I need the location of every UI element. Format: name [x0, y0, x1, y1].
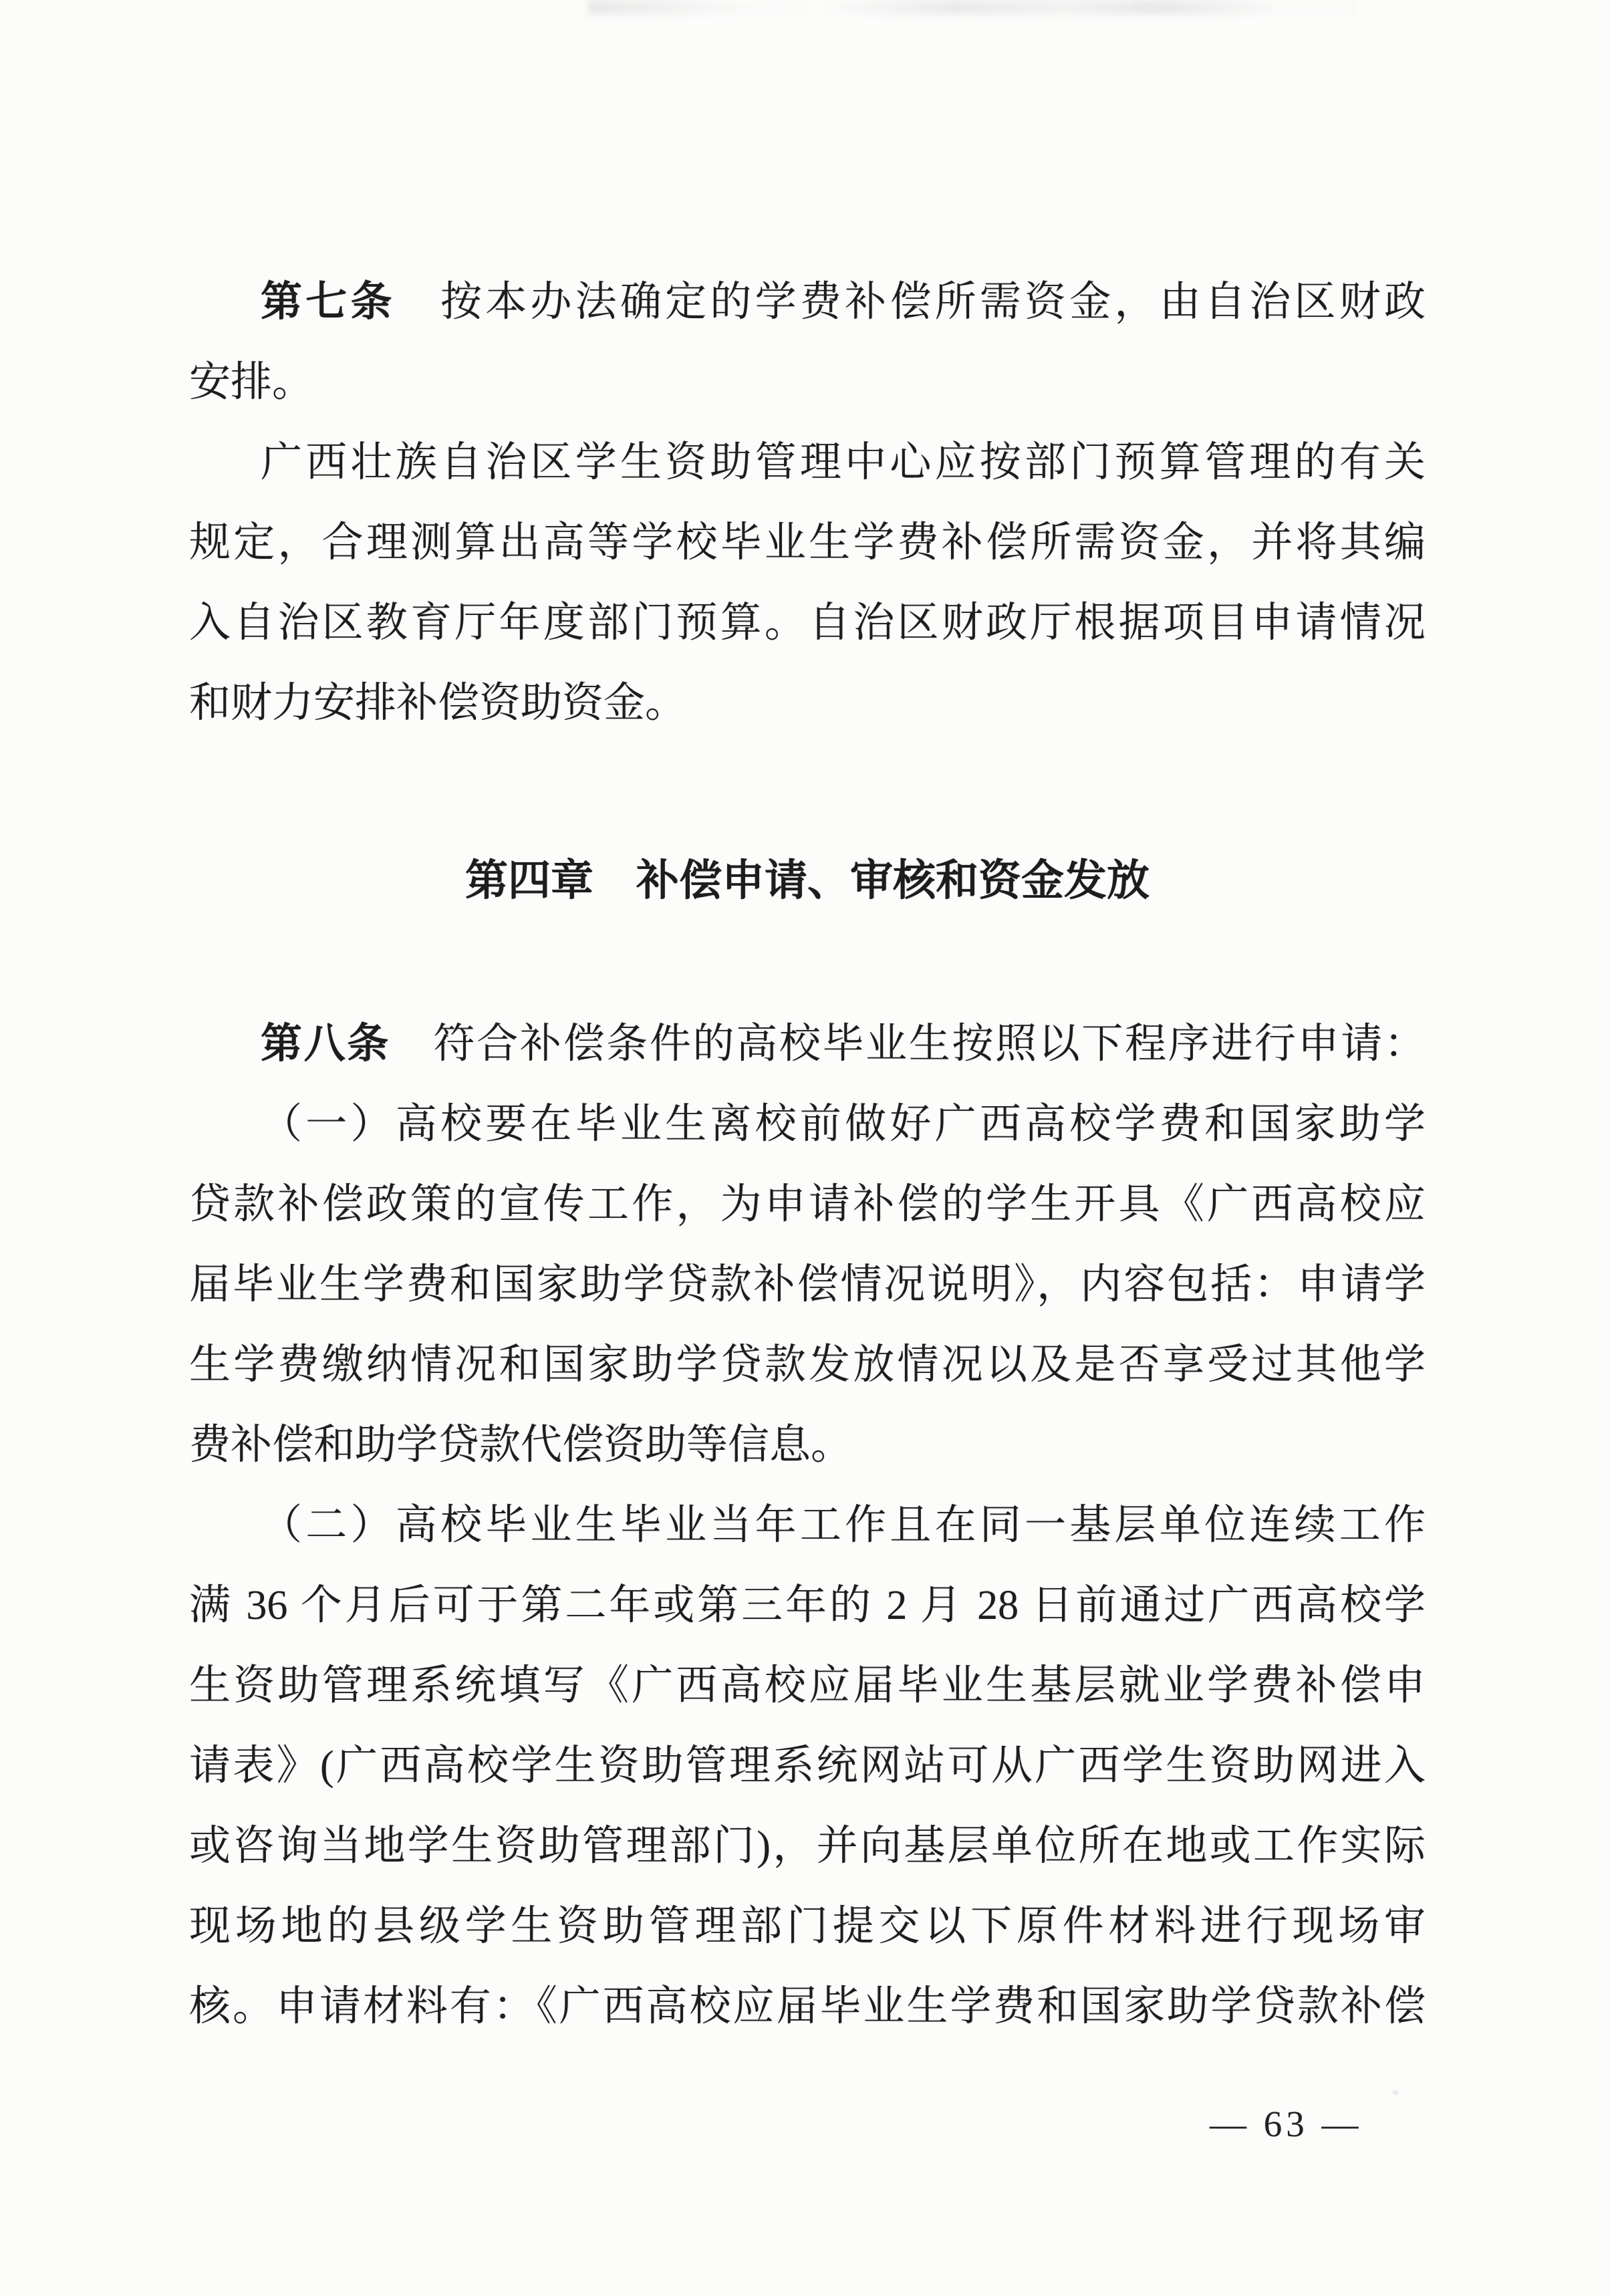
text-run: 核。申请材料有：《广西高校应届毕业生学费和国家助学贷款补偿: [189, 1984, 1426, 2029]
text-run: （二）高校毕业生毕业当年工作且在同一基层单位连续工作: [261, 1503, 1426, 1548]
text-run: 入自治区教育厅年度部门预算。自治区财政厅根据项目申请情况: [189, 600, 1426, 646]
text-run: （一）高校要在毕业生离校前做好广西高校学费和国家助学: [261, 1102, 1426, 1147]
text-run: 广西壮族自治区学生资助管理中心应按部门预算管理的有关: [261, 440, 1426, 485]
chapter-heading: 第四章 补偿申请、审核和资金发放: [465, 856, 1150, 904]
text-run: 费补偿和助学贷款代偿资助等信息。: [189, 1422, 853, 1468]
text-run: 按本办法确定的学费补偿所需资金，由自治区财政: [395, 279, 1426, 325]
text-run: 请表》(广西高校学生资助管理系统网站可从广西学生资助网进入: [189, 1743, 1426, 1789]
article-8-number: 第八条: [261, 1021, 390, 1067]
text-line: [189, 262, 1426, 342]
text-line: [189, 1806, 1426, 1886]
text-line: [189, 663, 1426, 743]
text-line: [189, 342, 1426, 422]
text-run: 届毕业生学费和国家助学贷款补偿情况说明》，内容包括：申请学: [189, 1262, 1426, 1307]
text-line: [189, 1726, 1426, 1806]
scan-speck: [1393, 2091, 1398, 2094]
text-run: 满 36 个月后可于第二年或第三年的 2 月 28 日前通过广西高校学: [189, 1583, 1426, 1628]
text-run: 安排。: [189, 360, 314, 405]
text-line: [189, 1245, 1426, 1325]
text-line: [189, 1325, 1426, 1405]
text-line: [189, 1004, 1426, 1084]
text-line: [189, 422, 1426, 503]
text-line: [189, 1565, 1426, 1646]
text-run: 生学费缴纳情况和国家助学贷款发放情况以及是否享受过其他学: [189, 1342, 1426, 1388]
page-number: — 63 —: [1210, 2103, 1363, 2144]
text-run: 现场地的县级学生资助管理部门提交以下原件材料进行现场审: [189, 1904, 1426, 1949]
text-line: [189, 1485, 1426, 1565]
text-line: [189, 1405, 1426, 1485]
text-run: 或咨询当地学生资助管理部门)，并向基层单位所在地或工作实际: [189, 1823, 1426, 1869]
text-line: [189, 1164, 1426, 1245]
text-line: [189, 503, 1426, 583]
text-line: [189, 1966, 1426, 2047]
text-line: [189, 1084, 1426, 1164]
text-line: [189, 583, 1426, 663]
text-run: 贷款补偿政策的宣传工作，为申请补偿的学生开具《广西高校应: [189, 1182, 1426, 1227]
text-run: 规定，合理测算出高等学校毕业生学费补偿所需资金，并将其编: [189, 520, 1426, 565]
text-line: [189, 1886, 1426, 1966]
text-line: [189, 1646, 1426, 1726]
text-run: 生资助管理系统填写《广西高校应届毕业生基层就业学费补偿申: [189, 1663, 1426, 1708]
text-run: 和财力安排补偿资助资金。: [189, 680, 687, 726]
text-run: 符合补偿条件的高校毕业生按照以下程序进行申请：: [390, 1021, 1426, 1067]
article-7-number: 第七条: [261, 279, 396, 325]
